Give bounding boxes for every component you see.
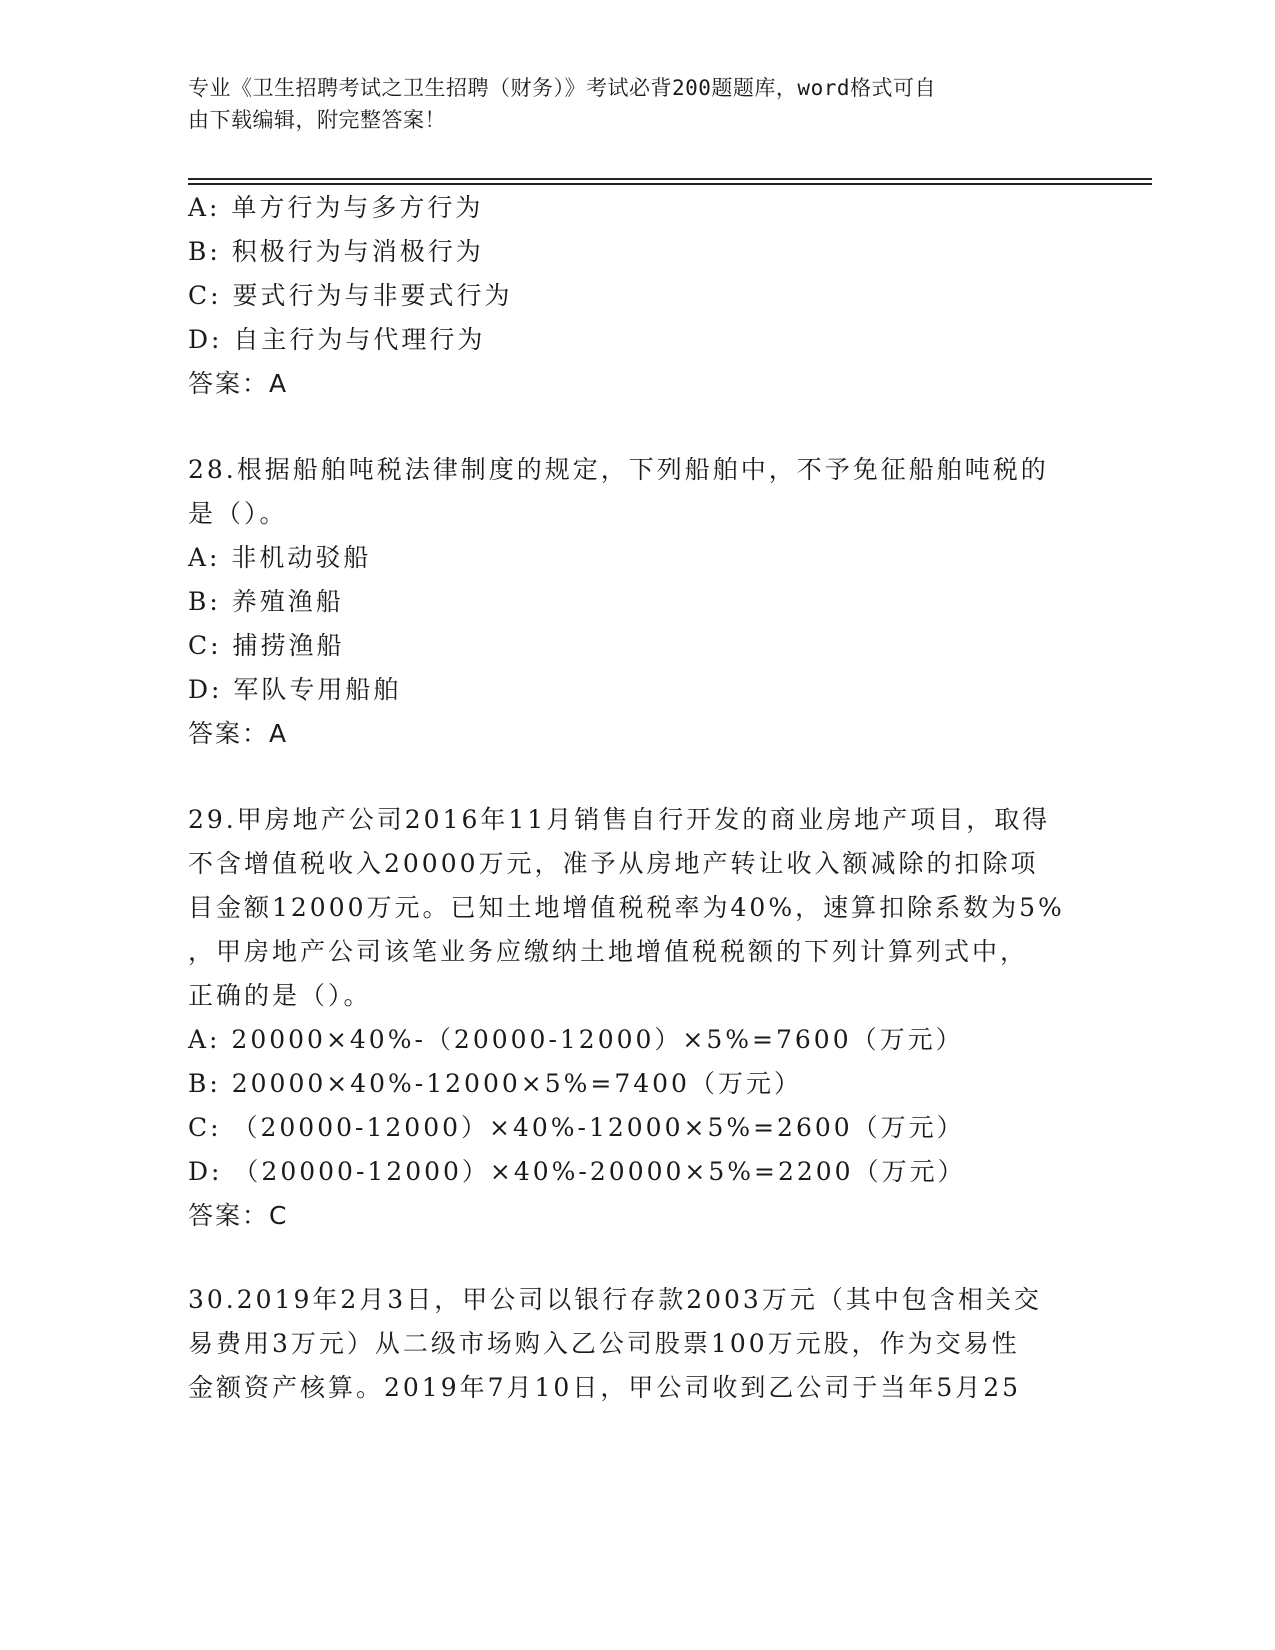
q28-option-c: C: 捕捞渔船 <box>188 631 345 660</box>
q27-answer: 答案：A <box>188 369 289 398</box>
q30-stem-line-1: 30.2019年2月3日，甲公司以银行存款2003万元（其中包含相关交 <box>188 1285 1042 1314</box>
q29-stem-line-1: 29.甲房地产公司2016年11月销售自行开发的商业房地产项目，取得 <box>188 805 1051 834</box>
q28-stem-line-2: 是（）。 <box>188 499 288 528</box>
q30-stem-line-3: 金额资产核算。2019年7月10日，甲公司收到乙公司于当年5月25 <box>188 1373 1022 1402</box>
header-line-2: 由下载编辑，附完整答案！ <box>188 108 446 132</box>
q29-option-b: B: 20000×40%-12000×5%=7400（万元） <box>188 1069 802 1098</box>
header-line-1: 专业《卫生招聘考试之卫生招聘（财务）》考试必背200题题库，word格式可自 <box>188 76 936 100</box>
q29-stem-line-4: ，甲房地产公司该笔业务应缴纳土地增值税税额的下列计算列式中， <box>188 937 1029 966</box>
q29-option-a: A: 20000×40%-（20000-12000）×5%=7600（万元） <box>188 1025 964 1054</box>
q28-option-d: D: 军队专用船舶 <box>188 675 402 704</box>
q30-stem-line-2: 易费用3万元）从二级市场购入乙公司股票100万元股，作为交易性 <box>188 1329 1020 1358</box>
q28-stem-line-1: 28.根据船舶吨税法律制度的规定，下列船舶中，不予免征船舶吨税的 <box>188 455 1049 484</box>
q29-stem-line-5: 正确的是（）。 <box>188 981 372 1010</box>
q29-answer: 答案：C <box>188 1201 289 1230</box>
header-divider-bottom <box>188 183 1152 185</box>
q27-option-b: B: 积极行为与消极行为 <box>188 237 484 266</box>
q27-option-a: A: 单方行为与多方行为 <box>188 193 484 222</box>
q28-option-b: B: 养殖渔船 <box>188 587 344 616</box>
q27-option-d: D: 自主行为与代理行为 <box>188 325 486 354</box>
q28-answer: 答案：A <box>188 719 289 748</box>
document-header <box>188 72 1068 136</box>
q29-option-c: C: （20000-12000）×40%-12000×5%=2600（万元） <box>188 1113 965 1142</box>
q28-option-a: A: 非机动驳船 <box>188 543 372 572</box>
q27-option-c: C: 要式行为与非要式行为 <box>188 281 513 310</box>
header-divider-top <box>188 178 1152 180</box>
q29-stem-line-2: 不含增值税收入20000万元，准予从房地产转让收入额减除的扣除项 <box>188 849 1039 878</box>
q29-stem-line-3: 目金额12000万元。已知土地增值税税率为40%，速算扣除系数为5% <box>188 893 1065 922</box>
q29-option-d: D: （20000-12000）×40%-20000×5%=2200（万元） <box>188 1157 966 1186</box>
